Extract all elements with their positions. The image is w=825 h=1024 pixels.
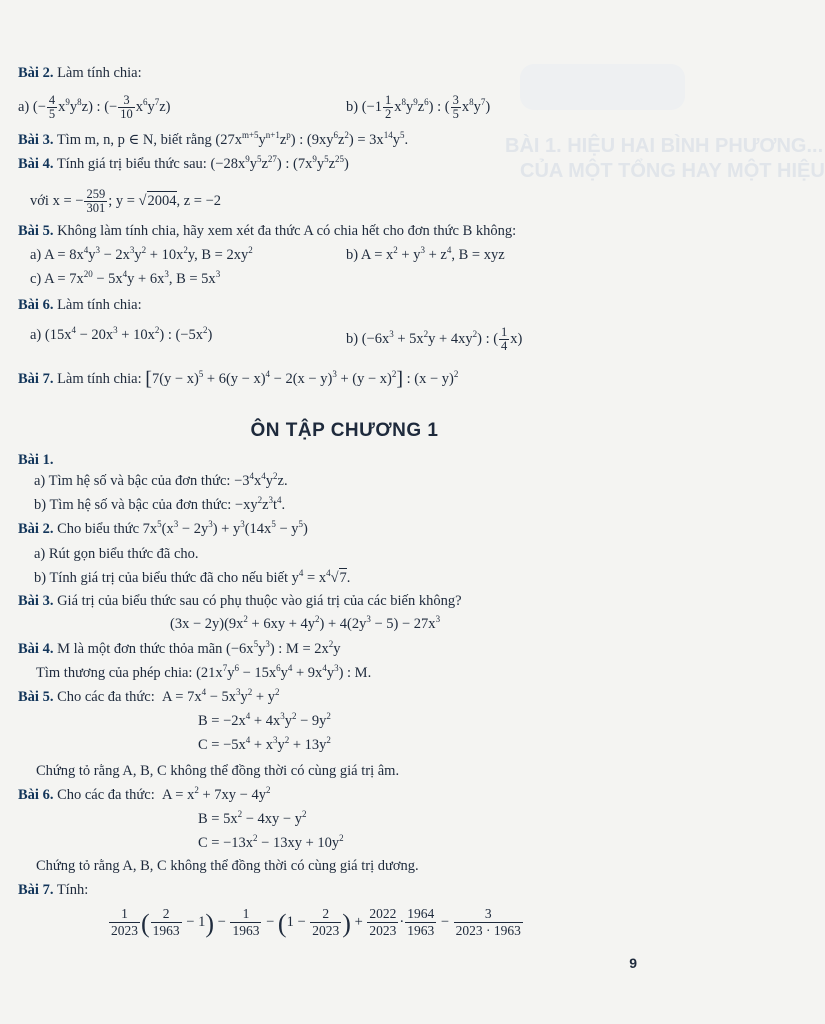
review-exercise-3: Bài 3. Giá trị của biểu thức sau có phụ thuộc vào giá trị của các biến không? <box>18 593 462 609</box>
review-exercise-5-conclusion: Chứng tỏ rằng A, B, C không thể đồng thời có cùng giá trị âm. <box>36 763 400 779</box>
review-exercise-1a: a) Tìm hệ số và bậc của đơn thức: $-3^4x^4y^2z$. <box>34 471 288 489</box>
exercise-5b: b) $A = x^2 + y^3 + z^4$, B = xyz <box>346 245 505 263</box>
review-exercise-6: Bài 6. Cho các đa thức: $A = x^2 + 7xy - 4y^2$ <box>18 785 271 803</box>
exercise-4: Bài 4. Tính giá trị biểu thức sau: $(-28x^9y^5z^{27})$ : $(7x^9y^5z^{25})$ <box>18 154 349 172</box>
review-exercise-2a: a) Rút gọn biểu thức đã cho. <box>34 546 199 562</box>
exercise-6b: b) $(-6x^3 + 5x^2y + 4xy^2)$ : ( $\frac{1}{4}$ x) <box>346 325 523 353</box>
exercise-5c: c) $A = 7x^{20} - 5x^4y + 6x^3$, $B = 5x^3$ <box>30 269 221 287</box>
review-exercise-6-B: $B = 5x^2 - 4xy - y^2$ <box>198 809 307 827</box>
exercise-2b: b) (−1 $\frac{1}{2}$ $x^8y^9z^6$) : ( $\frac{3}{5}$ $x^8y^7$) <box>346 93 491 121</box>
review-exercise-1b: b) Tìm hệ số và bậc của đơn thức: $-xy^2z^3t^4$. <box>34 495 286 513</box>
page-number: 9 <box>629 955 637 971</box>
exercise-6a: a) $(15x^4 - 20x^3 + 10x^2)$ : $(-5x^2)$ <box>30 325 213 343</box>
review-exercise-7-expression: $\frac{1}{2023}$ ( $\frac{2}{1963}$ − 1) − $\frac{1}{1963}$ − (1 − $\frac{2}{2023}$ ) + $\frac{2022}{2023}$ · $\frac{1964}{1963}$ − $\frac{3}{2023 \cdot 1963}$ <box>111 906 521 938</box>
review-exercise-7: Bài 7. Tính: <box>18 882 89 898</box>
exercise-6: Bài 6. Làm tính chia: <box>18 297 142 313</box>
review-exercise-5-C: $C = -5x^4 + x^3y^2 + 13y^2$ <box>198 735 331 753</box>
exercise-4-values: với x = − $\frac{259}{301}$ ; y = √2004, z = −2 <box>30 187 222 215</box>
exercise-5: Bài 5. Không làm tính chia, hãy xem xét đa thức A có chia hết cho đơn thức B không: <box>18 223 517 239</box>
review-exercise-4: Bài 4. M là một đơn thức thỏa mãn $(-6x^5y^3)$ : $M = 2x^2y$ <box>18 639 341 657</box>
review-exercise-4-task: Tìm thương của phép chia: $(21x^7y^6 - 15x^6y^4 + 9x^4y^3)$ : M. <box>36 663 372 681</box>
chapter-review-title: ÔN TẬP CHƯƠNG 1 <box>250 420 439 441</box>
exercise-2-heading: Bài 2. Làm tính chia: <box>18 65 142 81</box>
review-exercise-3-expression: $(3x - 2y)(9x^2 + 6xy + 4y^2) + 4(2y^3 - 5) - 27x^3$ <box>170 614 441 632</box>
review-exercise-1: Bài 1. <box>18 452 54 468</box>
review-exercise-6-C: $C = -13x^2 - 13xy + 10y^2$ <box>198 833 344 851</box>
exercise-3: Bài 3. Tìm m, n, p ∈ N, biết rằng $(27x^{m+5}y^{n+1}z^p)$ : $(9xy^6z^2) = 3x^{14}y^5$. <box>18 130 409 148</box>
show-through-background: BÀI 1. HIỆU HAI BÌNH PHƯƠNG... CỦA MỘT TỔNG HAY MỘT HIỆU <box>0 0 689 1024</box>
review-exercise-5: Bài 5. Cho các đa thức: $A = 7x^4 - 5x^3y^2 + y^2$ <box>18 687 280 705</box>
exercise-2a: a) (− $\frac{4}{5}$ $x^9y^8z$) : (− $\frac{3}{10}$ $x^6y^7z$) <box>18 93 171 121</box>
review-exercise-2: Bài 2. Cho biểu thức $7x^5(x^3 - 2y^3) + y^3(14x^5 - y^5)$ <box>18 519 308 537</box>
exercise-7: Bài 7. Làm tính chia: $[7(y - x)^5 + 6(y - x)^4 - 2(x - y)^3 + (y - x)^2]$ : $(x - y)^2$ <box>18 368 459 390</box>
review-exercise-2b: b) Tính giá trị của biểu thức đã cho nếu biết $y^4 = x^4√7$. <box>34 568 351 586</box>
review-exercise-6-conclusion: Chứng tỏ rằng A, B, C không thể đồng thời có cùng giá trị dương. <box>36 858 419 874</box>
exercise-5a: a) $A = 8x^4y^3 - 2x^3y^2 + 10x^2y$, $B = 2xy^2$ <box>30 245 253 263</box>
review-exercise-5-B: $B = -2x^4 + 4x^3y^2 - 9y^2$ <box>198 711 331 729</box>
